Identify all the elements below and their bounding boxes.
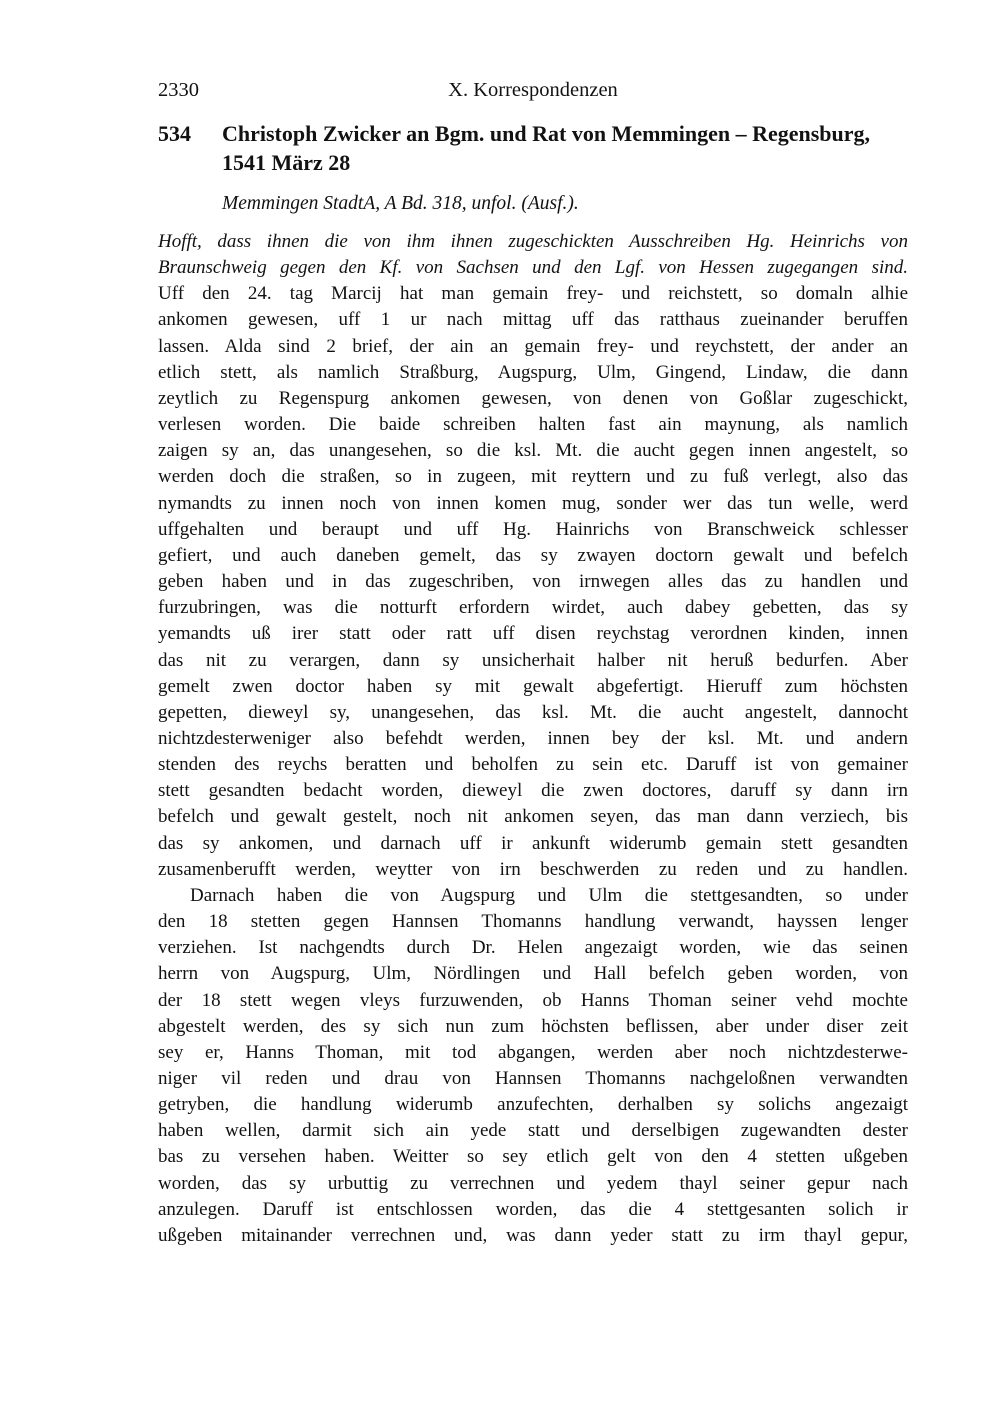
text-line: niger vil reden und drau von Hannsen Thomanns nachgeloßnen verwandten: [158, 1068, 908, 1089]
text-line: verlesen worden. Die baide schreiben halten fast ain maynung, als namlich: [158, 414, 908, 436]
text-line: getryben, die handlung widerumb anzufechten, derhalben sy solichs angezaigt: [158, 1094, 908, 1116]
text-line: herrn von Augspurg, Ulm, Nördlingen und Hall befelch geben worden, von: [158, 963, 908, 985]
text-line: yemandts uß irer statt oder ratt uff disen reychstag verordnen kinden, innen: [158, 623, 908, 645]
summary-block: [158, 229, 908, 281]
text-line: Darnach haben die von Augspurg und Ulm die stettgesandten, so under: [190, 884, 908, 906]
summary-line: Braunschweig gegen den Kf. von Sachsen und den Lgf. von Hessen zugegangen sind.: [158, 257, 908, 279]
text-line: bas zu versehen haben. Weitter so sey etlich gelt von den 4 stetten ußgeben: [158, 1146, 908, 1168]
paragraph-1: [158, 281, 908, 883]
body-text: [158, 229, 908, 1249]
text-line: zusamenberufft werden, weytter von irn beschwerden zu reden und zu handlen.: [158, 858, 908, 880]
text-line: gemelt zwen doctor haben sy mit gewalt abgefertigt. Hieruff zum höchsten: [158, 675, 908, 697]
text-line: sey er, Hanns Thoman, mit tod abgangen, werden aber noch nichtzdesterwe-: [158, 1041, 908, 1063]
text-line: uffgehalten und beraupt und uff Hg. Hainrichs von Branschweick schlesser: [158, 518, 908, 540]
text-line: verziehen. Ist nachgendts durch Dr. Helen angezaigt worden, wie das seinen: [158, 937, 908, 959]
running-head-title: X. Korrespondenzen: [448, 79, 618, 101]
text-line: Uff den 24. tag Marcij hat man gemain frey- und reichstett, so domaln alhie: [158, 283, 908, 305]
text-line: geben haben und in das zugeschriben, von irnwegen alles das zu handlen und: [158, 571, 908, 593]
text-line: gepetten, dieweyl sy, unangesehen, das ksl. Mt. die aucht angestelt, dannocht: [158, 701, 908, 723]
entry-title-line-1: Christoph Zwicker an Bgm. und Rat von Memmingen – Regensburg,: [222, 121, 871, 146]
text-line: abgestelt werden, des sy sich nun zum höchsten beflissen, aber under diser zeit: [158, 1015, 908, 1037]
text-line: zeytlich zu Regenspurg ankomen gewesen, von denen von Goßlar zugeschickt,: [158, 387, 908, 409]
text-line: gefiert, und auch daneben gemelt, das sy zwayen doctorn gewalt und befelch: [158, 544, 908, 566]
text-line: den 18 stetten gegen Hannsen Thomanns handlung verwandt, hayssen lenger: [158, 911, 908, 933]
text-line: das sy ankomen, und darnach uff ir ankunft widerumb gemain stett gesandten: [158, 832, 908, 854]
running-head: [158, 78, 908, 104]
entry-title: [222, 120, 922, 177]
text-line: ankomen gewesen, uff 1 ur nach mittag uff das ratthaus zueinander beruffen: [158, 309, 908, 331]
text-line: befelch und gewalt gestelt, noch nit ankomen seyen, das man dann verziech, bis: [158, 806, 908, 828]
text-line: anzulegen. Daruff ist entschlossen worden, das die 4 stettgesanten solich ir: [158, 1198, 908, 1220]
summary-line: Hofft, dass ihnen die von ihm ihnen zugeschickten Ausschreiben Hg. Heinrichs von: [158, 231, 908, 252]
text-line: werden doch die straßen, so in zugeen, mit reyttern und zu fuß verlegt, also das: [158, 466, 908, 488]
page-number: 2330: [158, 79, 199, 101]
text-line: furzubringen, was die notturft erfordern wirdet, auch dabey gebetten, das sy: [158, 597, 908, 619]
paragraph-2: [158, 883, 908, 1249]
text-line: stett gesandten bedacht worden, dieweyl die zwen doctores, daruff sy dann irn: [158, 780, 908, 802]
entry-number: 534: [158, 121, 191, 146]
text-line: das nit zu verargen, dann sy unsicherhait halber nit heruß bedurfen. Aber: [158, 649, 908, 671]
text-line: haben wellen, darmit sich ain yede statt und derselbigen zugewandten dester: [158, 1120, 908, 1142]
archival-source: Memmingen StadtA, A Bd. 318, unfol. (Ausf.).: [222, 193, 579, 214]
entry-title-line-2: 1541 März 28: [222, 149, 351, 175]
text-line: nichtzdesterweniger also befehdt werden, innen bey der ksl. Mt. und andern: [158, 727, 908, 749]
text-line: der 18 stett wegen vleys furzuwenden, ob Hanns Thoman seiner vehd mochte: [158, 989, 908, 1011]
text-line: worden, das sy urbuttig zu verrechnen und yedem thayl seiner gepur nach: [158, 1172, 908, 1194]
text-line: zaigen sy an, das unangesehen, so die ksl. Mt. die aucht gegen innen angestelt, so: [158, 440, 908, 462]
text-line: stenden des reychs beratten und beholfen zu sein etc. Daruff ist von gemainer: [158, 754, 908, 776]
text-line: nymandts zu innen noch von innen komen mug, sonder wer das tun welle, werd: [158, 492, 908, 514]
entry-heading: [158, 120, 922, 177]
text-line: lassen. Alda sind 2 brief, der ain an gemain frey- und reychstett, der ander an: [158, 335, 908, 357]
text-line: ußgeben mitainander verrechnen und, was dann yeder statt zu irm thayl gepur,: [158, 1224, 908, 1246]
text-line: etlich stett, als namlich Straßburg, Augspurg, Ulm, Gingend, Lindaw, die dann: [158, 361, 908, 383]
